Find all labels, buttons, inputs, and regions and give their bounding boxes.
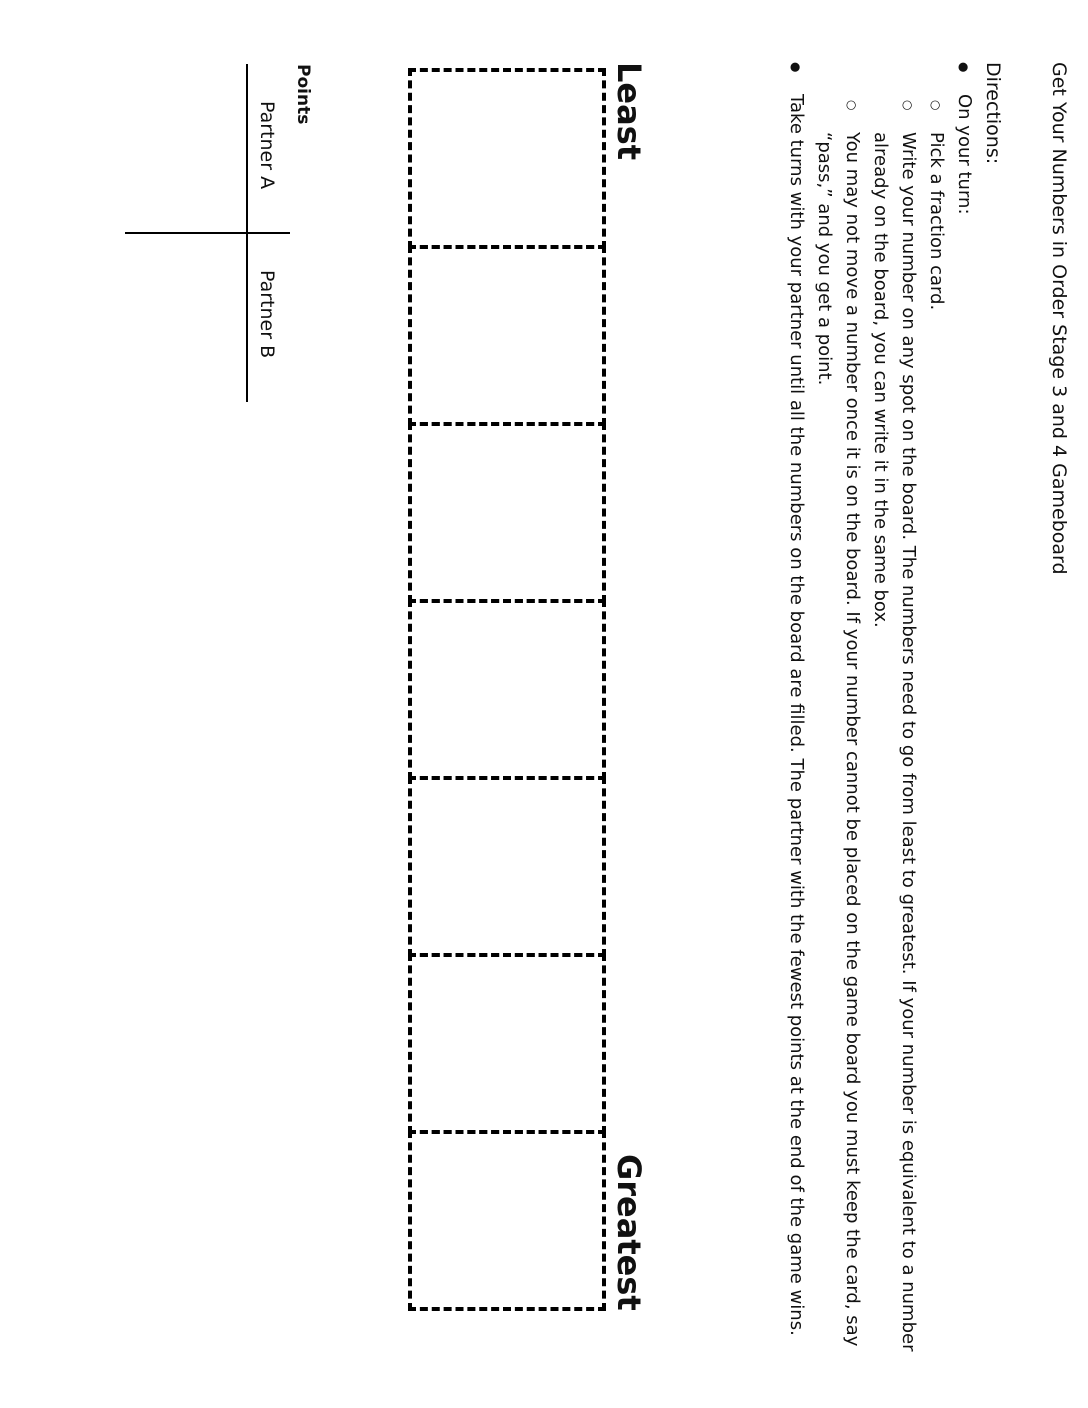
board-box-3[interactable] <box>408 422 606 603</box>
page-title: Get Your Numbers in Order Stage 3 and 4 Gameboard <box>1048 62 1070 575</box>
greatest-label: Greatest <box>610 1154 648 1311</box>
board-box-5[interactable] <box>408 776 606 957</box>
board-box-4[interactable] <box>408 599 606 780</box>
directions-turn-heading: ● On your turn: <box>950 62 978 1352</box>
directions-label: Directions: <box>982 62 1004 165</box>
board-box-1[interactable] <box>408 68 606 249</box>
directions-step-1: ○ Pick a fraction card. <box>922 62 950 1352</box>
points-t-chart <box>125 64 290 402</box>
board-box-2[interactable] <box>408 245 606 426</box>
directions-step-2: ○ Write your number on any spot on the board. The numbers need to go from least to greatest. If your number is equivalent to a number already on the board, you can write it in the same box. <box>866 62 922 1352</box>
board-box-7[interactable] <box>408 1130 606 1311</box>
t-chart-horizontal-line <box>246 64 248 402</box>
directions-list <box>782 62 978 1352</box>
number-board <box>408 68 606 1311</box>
partner-a-column-label: Partner A <box>256 101 278 190</box>
partner-b-column-label: Partner B <box>256 270 278 359</box>
directions-step-3: ○ You may not move a number once it is on the board. If your number cannot be placed on the game board you must keep the card, say “pass,” and you get a point. <box>810 62 866 1352</box>
board-box-6[interactable] <box>408 953 606 1134</box>
t-chart-vertical-line <box>125 232 290 234</box>
points-label: Points <box>293 64 313 125</box>
least-label: Least <box>610 62 648 161</box>
directions-closing: ● Take turns with your partner until all the numbers on the board are filled. The partner with the fewest points at the end of the game wins. <box>782 62 810 1352</box>
